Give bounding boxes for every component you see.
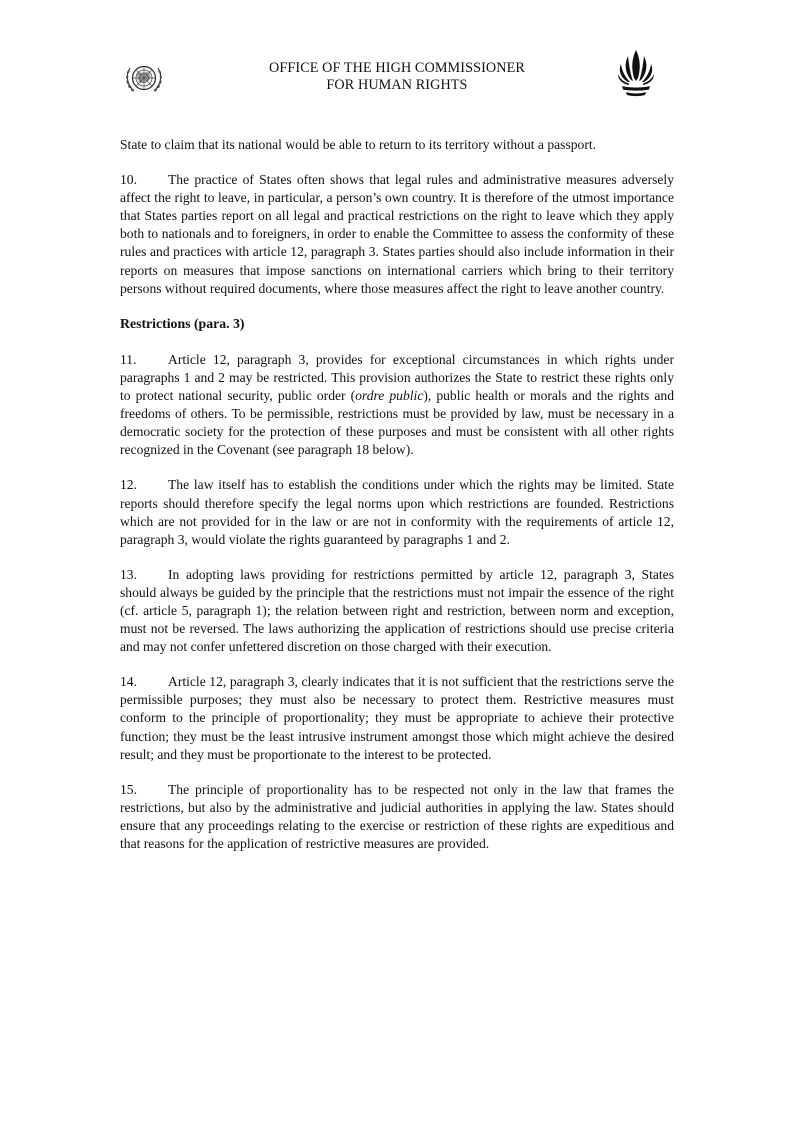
paragraph-text-part-b: ), public health or morals and the rights and freedoms of others. To be permissible, restrictions must be provided by law, must be necessary in a democratic society for the protection of these purposes and must be consistent with all other rights recognized in the Covenant (see paragraph 18 below). xyxy=(120,388,675,458)
paragraph-number: 10. xyxy=(120,172,137,188)
paragraph-number: 12. xyxy=(120,477,137,493)
paragraph-text: The practice of States often shows that legal rules and administrative measures adversely affect the right to leave, in particular, a person’s own country. It is therefore of the utmost importance that States parties report on all legal and practical restrictions on the right to leave which they apply both to nationals and to foreigners, in order to enable the Committee to assess the conformity of these rules and practices with article 12, paragraph 3. States parties should also include information in their reports on measures that impose sanctions on international carriers which bring to their territory persons without required documents, where those measures affect the right to leave another country. xyxy=(120,172,674,296)
office-title-line1: OFFICE OF THE HIGH COMMISSIONER xyxy=(269,60,525,76)
paragraph-10 xyxy=(120,171,674,298)
paragraph-number: 13. xyxy=(120,566,137,582)
continuation-text: State to claim that its national would be able to return to its territory without a passport. xyxy=(120,137,597,152)
paragraph-text: The law itself has to establish the conditions under which the rights may be limited. State reports should therefore specify the legal norms upon which restrictions are founded. Restrictions which are not provided for in the law or are not in conformity with the requirements of article 12, paragraph 3, would violate the rights guaranteed by paragraphs 1 and 2. xyxy=(120,477,674,547)
paragraph-14 xyxy=(120,673,674,763)
paragraph-11 xyxy=(120,351,674,460)
page-header xyxy=(0,58,794,108)
paragraph-text-part-a: Article 12, paragraph 3, provides for exceptional circumstances in which rights under paragraphs 1 and 2 may be restricted. This provision authorizes the State to restrict these rights only to protect national security, public order ( xyxy=(120,351,674,404)
office-title-line2: FOR HUMAN RIGHTS xyxy=(326,77,468,93)
document-body xyxy=(120,136,674,870)
paragraph-text: In adopting laws providing for restrictions permitted by article 12, paragraph 3, States should always be guided by the principle that the restrictions must not impair the essence of the right (cf. article 5, paragraph 1); the relation between right and restriction, between norm and exception, must not be reversed. The laws authorizing the application of restrictions should use precise criteria and may not confer unfettered discretion on those charged with their execution. xyxy=(120,566,674,655)
paragraph-text-italic: ordre public xyxy=(355,388,424,404)
paragraph-number: 15. xyxy=(120,781,137,797)
office-title xyxy=(0,60,794,94)
paragraph-12 xyxy=(120,476,674,548)
paragraph-text: The principle of proportionality has to be respected not only in the law that frames the restrictions, but also by the administrative and judicial authorities in applying the law. States should ensure that any proceedings relating to the exercise or restriction of these rights are expeditious and that reasons for the application of restrictive measures are provided. xyxy=(120,781,674,851)
paragraph-text: Article 12, paragraph 3, clearly indicates that it is not sufficient that the restrictions serve the permissible purposes; they must also be necessary to protect them. Restrictive measures must conform to the principle of proportionality; they must be appropriate to achieve their protective function; they must be the least intrusive instrument amongst those which might achieve the desired result; and they must be proportionate to the interest to be protected. xyxy=(120,674,674,762)
paragraph-15 xyxy=(120,781,674,853)
section-heading: Restrictions (para. 3) xyxy=(120,315,245,331)
paragraph-number: 14. xyxy=(120,674,137,690)
paragraph-number: 11. xyxy=(120,351,137,367)
continuation-paragraph xyxy=(120,136,674,154)
paragraph-13 xyxy=(120,566,674,656)
human-rights-flame-icon xyxy=(614,48,658,98)
